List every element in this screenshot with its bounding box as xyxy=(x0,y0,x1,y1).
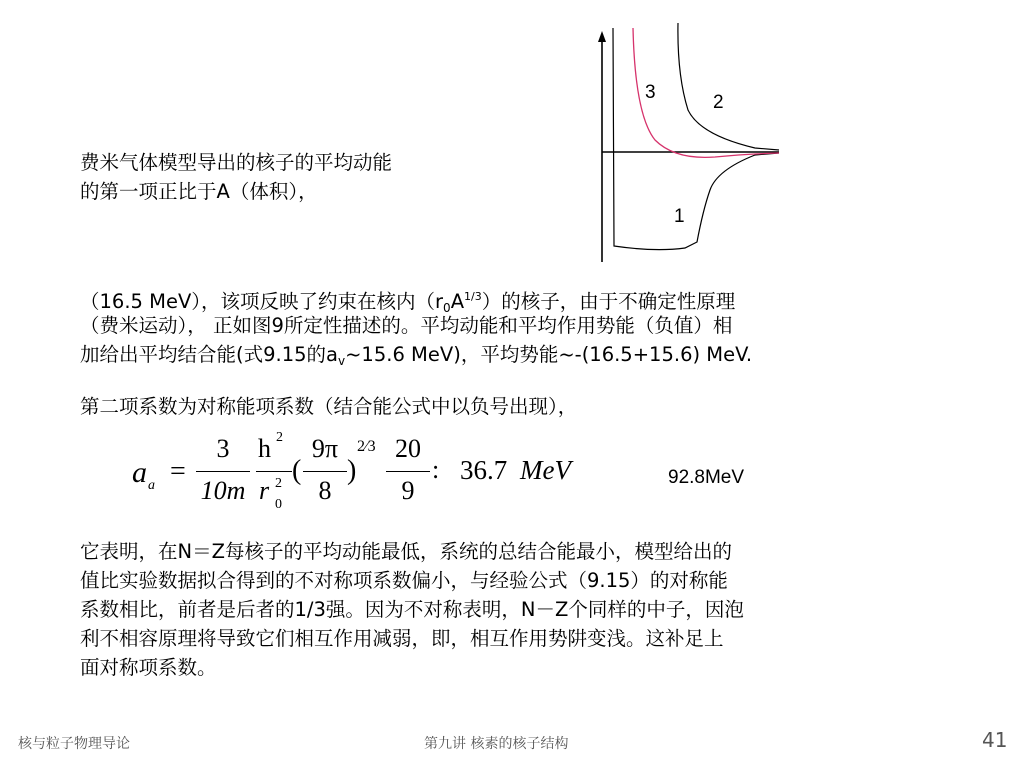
frac2-num-sup: 2 xyxy=(276,430,283,445)
formula-close-paren: ) xyxy=(347,455,357,486)
footer-course-title: 核与粒子物理导论 xyxy=(18,736,130,752)
para3-line-2: 值比实验数据拟合得到的不对称项系数偏小，与经验公式（9.15）的对称能 xyxy=(80,569,728,592)
para3-line-5: 面对称项系数。 xyxy=(80,656,217,679)
formula-value: 36.7 xyxy=(460,455,508,485)
a-exponent: 1/3 xyxy=(464,290,482,303)
frac1-bar xyxy=(196,471,250,472)
para1-line-2: （费米运动）， 正如图9所定性描述的。平均动能和平均作用势能（负值）相 xyxy=(80,314,733,337)
curve-2 xyxy=(678,23,779,150)
frac2-numerator: h xyxy=(258,434,271,463)
para1-line-3-text-b: ~15.6 MeV)，平均势能~-(16.5+15.6) MeV. xyxy=(345,343,753,366)
formula-open-paren: ( xyxy=(292,455,302,486)
frac1-denominator: 10m xyxy=(200,476,246,505)
frac4-denominator: 9 xyxy=(401,476,415,505)
potential-diagram xyxy=(585,20,785,270)
para1-line-1-text-a: （16.5 MeV），该项反映了约束在核内（r xyxy=(80,290,444,313)
frac2-denominator: r xyxy=(259,476,270,505)
para1-line-1-text-c: ）的核子，由于不确定性原理 xyxy=(481,290,736,313)
av-subscript: v xyxy=(337,354,346,368)
para1-line-3 xyxy=(80,340,752,376)
para1-line-1-text-b: A xyxy=(450,290,465,313)
para1-line-3-text-a: 加给出平均结合能(式9.15的a xyxy=(80,343,338,366)
frac4-bar xyxy=(386,471,430,472)
r0-subscript: 0 xyxy=(443,301,451,315)
side-value: 92.8MeV xyxy=(668,467,745,488)
frac2-bar xyxy=(256,471,292,472)
frac3-bar xyxy=(303,471,347,472)
formula-approx: : xyxy=(432,455,440,484)
formula-exponent: 2⁄3 xyxy=(357,438,376,455)
para3-line-3: 系数相比，前者是后者的1/3强。因为不对称表明，N－Z个同样的中子，因泡 xyxy=(80,598,744,621)
intro-line-2: 的第一项正比于A（体积）， xyxy=(80,180,318,203)
frac2-den-sup: 2 xyxy=(275,476,282,491)
frac3-numerator: 9π xyxy=(311,434,339,463)
curve-1 xyxy=(613,28,779,250)
frac2-den-sub: 0 xyxy=(275,497,282,512)
frac3-denominator: 8 xyxy=(318,476,332,505)
curve-2-label: 2 xyxy=(713,92,724,113)
formula-unit: MeV xyxy=(520,455,571,485)
para3-line-4: 利不相容原理将导致它们相互作用减弱，即，相互作用势阱变浅。这补足上 xyxy=(80,627,724,650)
frac1-numerator: 3 xyxy=(216,434,230,463)
para3-line-1: 它表明，在N＝Z每核子的平均动能最低，系统的总结合能最小，模型给出的 xyxy=(80,540,732,563)
curve-1-label: 1 xyxy=(674,206,685,227)
intro-line-1: 费米气体模型导出的核子的平均动能 xyxy=(80,151,393,174)
footer-lecture-title: 第九讲 核素的核子结构 xyxy=(424,736,569,752)
frac4-numerator: 20 xyxy=(395,434,421,463)
para2: 第二项系数为对称能项系数（结合能公式中以负号出现）， xyxy=(80,395,578,418)
curve-3-label: 3 xyxy=(645,82,656,103)
formula-lhs-sub: a xyxy=(148,478,155,493)
formula-lhs: a xyxy=(132,456,147,489)
formula-equals: = xyxy=(170,456,186,487)
y-axis-arrow xyxy=(598,31,606,42)
page-number: 41 xyxy=(982,728,1008,752)
